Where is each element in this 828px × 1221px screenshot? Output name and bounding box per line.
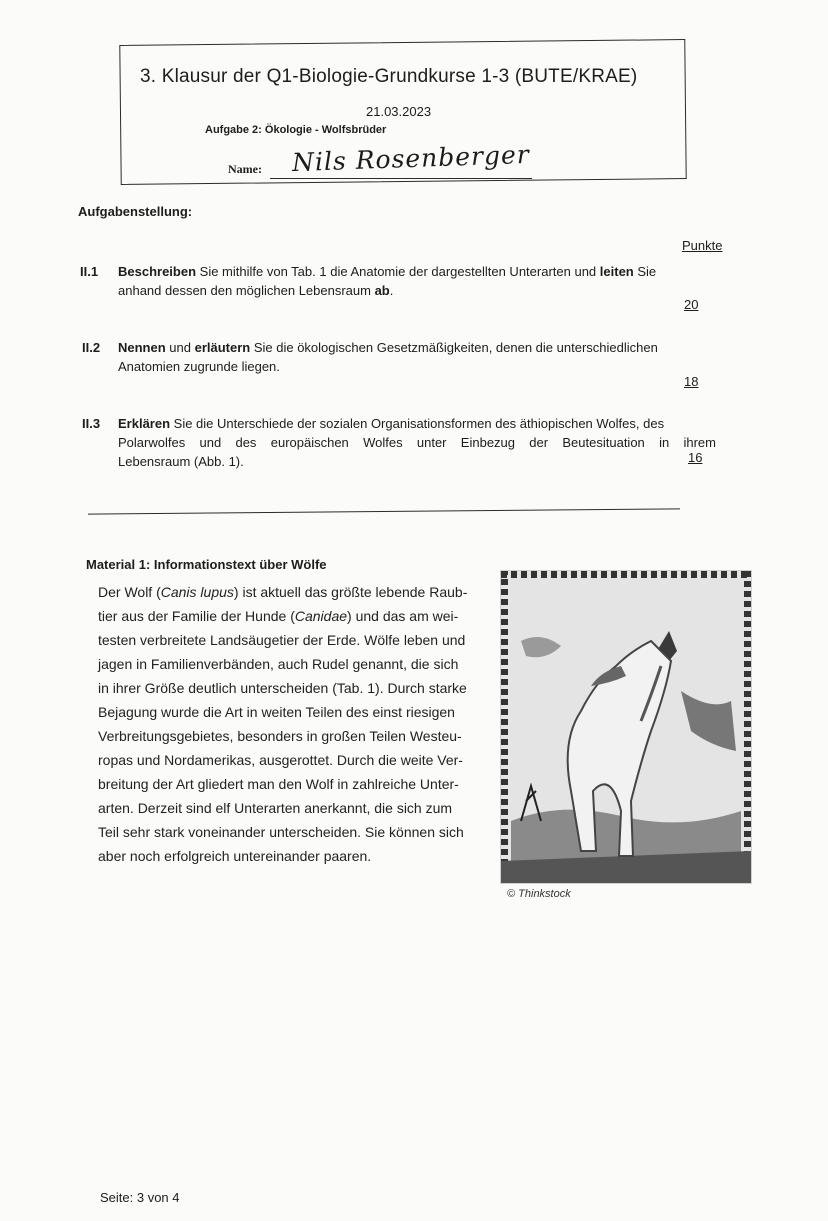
handwritten-name: Nils Rosenberger	[291, 139, 531, 178]
section-heading: Aufgabenstellung:	[78, 204, 193, 219]
material-line: jagen in Familienverbänden, auch Rudel genannt, die sich	[98, 656, 459, 672]
material-title: Material 1: Informationstext über Wölfe	[86, 557, 327, 572]
name-line	[270, 178, 532, 179]
material-line: Teil sehr stark voneinander unterscheiden. Sie können sich	[98, 824, 464, 840]
material-line: in ihrer Größe deutlich unterscheiden (Tab. 1). Durch starke	[98, 680, 467, 696]
points-heading: Punkte	[682, 238, 723, 253]
task-number: II.3	[82, 416, 101, 431]
task-points: 20	[684, 297, 699, 312]
exam-title: 3. Klausur der Q1-Biologie-Grundkurse 1-3 (BUTE/KRAE)	[140, 66, 638, 87]
task-subtitle: Aufgabe 2: Ökologie - Wolfsbrüder	[205, 124, 387, 136]
separator-line	[88, 508, 680, 514]
material-line: breitung der Art gliedert man den Wolf in zahlreiche Unter-	[98, 776, 459, 792]
task-points: 18	[684, 374, 699, 389]
material-line: testen verbreitete Landsäugetier der Erde. Wölfe leben und	[98, 632, 466, 648]
wolf-photo	[500, 570, 752, 884]
material-line: Verbreitungsgebietes, besonders in großen Teilen Westeu-	[98, 728, 462, 744]
material-line: arten. Derzeit sind elf Unterarten anerkannt, die sich zum	[98, 800, 453, 816]
task-text: Nennen und erläutern Sie die ökologischen Gesetzmäßigkeiten, denen die unterschiedlichen Anatomien zugrunde liegen.	[118, 340, 658, 374]
material-text	[98, 580, 490, 868]
task-number: II.1	[80, 264, 99, 279]
material-line: Bejagung wurde die Art in weiten Teilen des einst riesigen	[98, 704, 455, 720]
material-line: aber noch erfolgreich untereinander paaren.	[98, 848, 372, 864]
image-caption: © Thinkstock	[507, 888, 571, 900]
exam-date: 21.03.2023	[366, 104, 432, 119]
material-line: tier aus der Familie der Hunde (Canidae) und das am wei-	[98, 608, 459, 624]
page-footer: Seite: 3 von 4	[100, 1190, 180, 1205]
task-number: II.2	[82, 340, 101, 355]
task-text: Beschreiben Sie mithilfe von Tab. 1 die Anatomie der dargestellten Unterarten und leiten Sie anhand dessen den möglichen Lebensraum ab.	[118, 264, 657, 298]
material-line: ropas und Nordamerikas, ausgerottet. Durch die weite Ver-	[98, 752, 463, 768]
task-text: Erklären Sie die Unterschiede der sozialen Organisationsformen des äthiopischen Wolfes, des Polarwolfes und des europäischen Wolfes unter Einbezug der Beutesituation in ihrem Lebensraum (Abb. 1).	[118, 416, 716, 469]
name-label: Name:	[228, 162, 262, 176]
material-line: Der Wolf (Canis lupus) ist aktuell das größte lebende Raub-	[98, 584, 468, 600]
task-points: 16	[688, 450, 703, 465]
